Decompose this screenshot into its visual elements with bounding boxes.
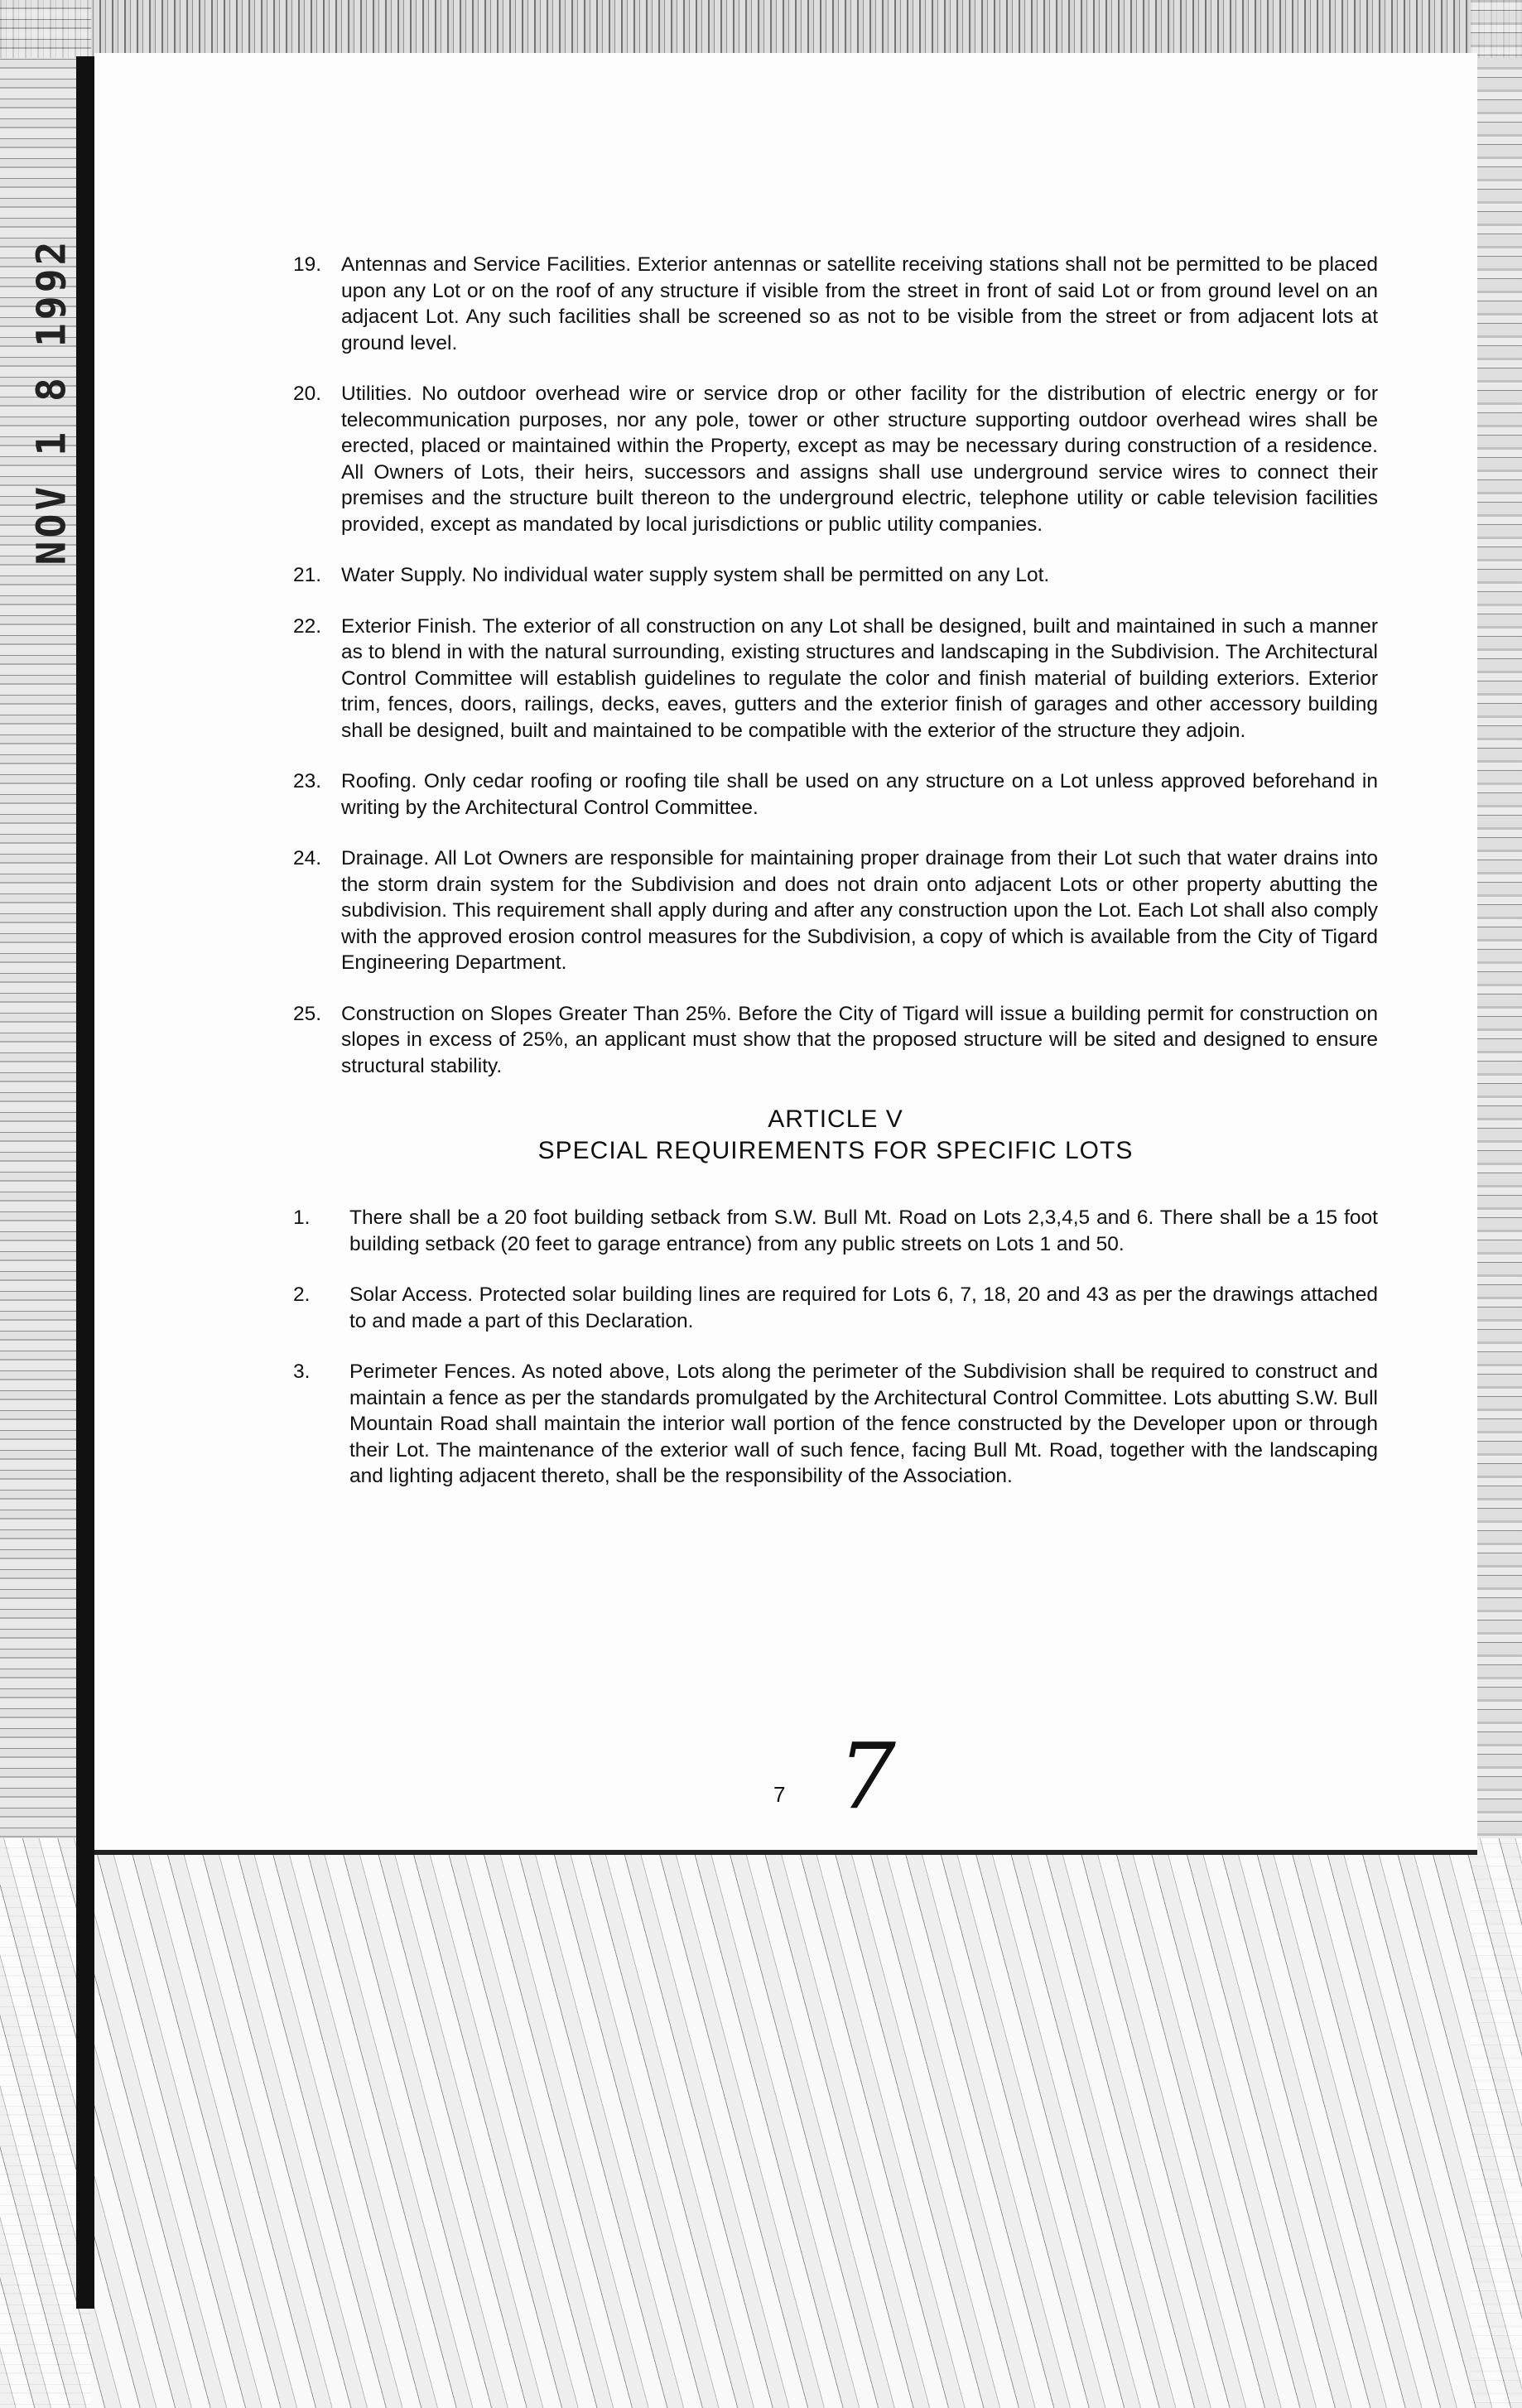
article-title: SPECIAL REQUIREMENTS FOR SPECIFIC LOTS — [537, 1137, 1134, 1164]
section-number: 23. — [293, 770, 322, 792]
document-body — [293, 252, 1378, 1515]
section-body: Only cedar roofing or roofing tile shall be used on any structure on a Lot unless approved beforehand in writing by the Architectural Control Committee. — [341, 770, 1378, 819]
section-body: Exterior antennas or satellite receiving stations shall not be permitted to be placed upon any Lot or on the roof of any structure if visible from the street in front of said Lot or from ground level on an adjacent Lot. Any such facilities shall be screened so as not to be visible from the street or from adjacent lots at ground level. — [341, 253, 1379, 354]
section-21 — [293, 562, 1378, 589]
section-number: 24. — [293, 847, 322, 869]
page-footer — [773, 1723, 1022, 1829]
date-stamp-text: NOV 1 8 1992 — [28, 238, 75, 566]
article5-item-2 — [293, 1282, 1378, 1334]
item-number: 3. — [293, 1361, 311, 1383]
handwritten-page-number: 7 — [838, 1723, 896, 1829]
item-title: Perimeter Fences. — [349, 1361, 517, 1383]
page-number: 7 — [773, 1782, 786, 1807]
article5-item-3 — [293, 1359, 1378, 1490]
article5-item-1 — [293, 1205, 1378, 1257]
section-title: Exterior Finish. — [341, 614, 477, 638]
section-body: All Lot Owners are responsible for maintaining proper drainage from their Lot such that water drains into the storm drain system for the Subdivision and does not drain onto adjacent Lots or other property abutting the subdivision. This requirement shall apply during and after any construction upon the Lot. Each Lot shall also comply with the approved erosion control measures for the Subdivision, a copy of which is available from the City of Tigard Engineering Department. — [341, 847, 1378, 974]
section-25 — [293, 1001, 1378, 1080]
section-22 — [293, 614, 1378, 744]
section-19 — [293, 252, 1378, 356]
section-title: Roofing. — [341, 770, 417, 792]
item-body: There shall be a 20 foot building setback from S.W. Bull Mt. Road on Lots 2,3,4,5 and 6. There shall be a 15 foot building setback (20 feet to garage entrance) from any public streets on Lots 1 and 50. — [349, 1206, 1378, 1255]
section-number: 19. — [293, 253, 322, 276]
section-body: No individual water supply system shall be permitted on any Lot. — [471, 564, 1050, 586]
section-title: Water Supply. — [341, 564, 467, 586]
section-number: 20. — [293, 383, 322, 405]
section-title: Antennas and Service Facilities. — [341, 253, 632, 276]
section-title: Construction on Slopes Greater Than 25%. — [341, 1002, 732, 1025]
section-number: 25. — [293, 1002, 322, 1025]
document-page — [94, 53, 1477, 1855]
item-body: As noted above, Lots along the perimeter of the Subdivision shall be required to construct and maintain a fence as per the standards promulgated by the Architectural Control Committee. Lots abutting S.W. Bull Mountain Road shall maintain the interior wall portion of the fence constructed by the Developer upon or through their Lot. The maintenance of the exterior wall of such fence, facing Bull Mt. Road, together with the landscaping and lighting adjacent thereto, shall be the responsibility of the Association. — [349, 1361, 1378, 1487]
section-body: No outdoor overhead wire or service drop or other facility for the distribution of electric energy or for telecommunication purposes, nor any pole, tower or other structure supporting outdoor overhead wires shall be erected, placed or maintained within the Property, except as may be necessary during construction of a residence. All Owners of Lots, their heirs, successors and assigns shall use underground service wires to connect their premises and the structure built thereon to the underground electric, telephone utility or cable television facilities provided, except as mandated by local jurisdictions or public utility companies. — [341, 383, 1378, 536]
section-20 — [293, 381, 1378, 537]
item-body: Protected solar building lines are required for Lots 6, 7, 18, 20 and 43 as per the drawings attached to and made a part of this Declaration. — [349, 1283, 1378, 1332]
item-title: Solar Access. — [349, 1283, 474, 1306]
article-heading — [293, 1104, 1378, 1167]
section-body: The exterior of all construction on any Lot shall be designed, built and maintained in such a manner as to blend in with the natural surrounding, existing structures and landscaping in the Subdivision. The Architectural Control Committee will establish guidelines to regulate the color and finish material of building exteriors. Exterior trim, fences, doors, railings, decks, eaves, gutters and the exterior finish of garages and other accessory building shall be designed, built and maintained to be compatible with the exterior of the structure they adjoin. — [341, 614, 1378, 742]
item-number: 1. — [293, 1206, 311, 1229]
section-number: 21. — [293, 564, 322, 586]
scan-noise-bottom — [0, 1838, 1522, 2408]
section-number: 22. — [293, 614, 322, 638]
section-24 — [293, 845, 1378, 976]
item-number: 2. — [293, 1283, 311, 1306]
section-title: Drainage. — [341, 847, 430, 869]
section-title: Utilities. — [341, 383, 412, 405]
article-number: ARTICLE V — [768, 1105, 903, 1133]
section-23 — [293, 768, 1378, 821]
section-body: Before the City of Tigard will issue a building permit for construction on slopes in excess of 25%, an applicant must show that the proposed structure will be sited and designed to ensure structural stability. — [341, 1002, 1378, 1077]
scan-noise-top — [0, 0, 1522, 58]
date-stamp — [18, 238, 84, 566]
